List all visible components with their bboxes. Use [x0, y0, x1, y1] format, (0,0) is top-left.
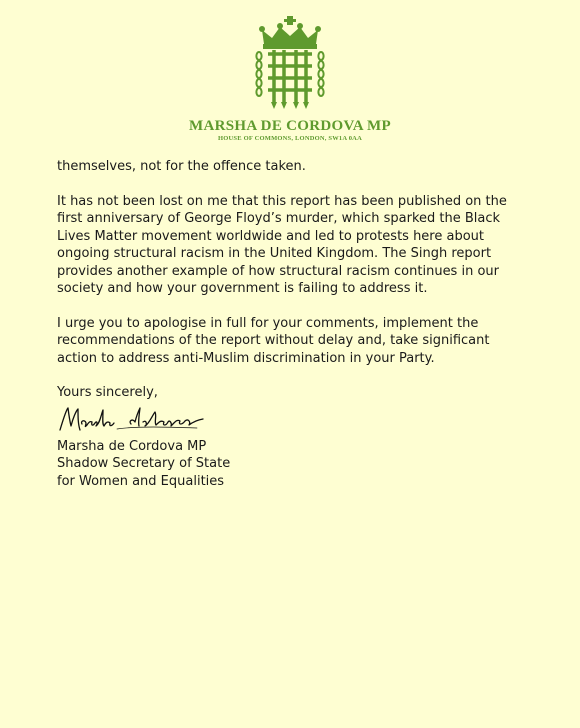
letter-body	[57, 158, 527, 490]
paragraph-george-floyd: It has not been lost on me that this report has been published on the first anniversary of George Floyd’s murder, which sparked the Black Lives Matter movement worldwide and led to protests here about ongoing structural racism in the United Kingdom. The Singh report provides another example of how structural racism continues in our society and how your government is failing to address it.	[57, 193, 507, 296]
signoff-block	[57, 438, 527, 491]
signoff-title: Shadow Secretary of State	[57, 456, 231, 471]
closing-salutation: Yours sincerely,	[57, 385, 158, 400]
signoff-portfolio: for Women and Equalities	[57, 473, 225, 489]
mp-address: HOUSE OF COMMONS, LONDON, SW1A 0AA	[218, 135, 362, 142]
paragraph-request: I urge you to apologise in full for your comments, implement the recommendations of the report without delay and, take significant action to address anti-Muslim discrimination in your Party.	[57, 315, 490, 366]
letterhead	[0, 14, 580, 143]
signoff-name: Marsha de Cordova MP	[57, 438, 207, 454]
mp-name-heading: MARSHA DE CORDOVA MP	[189, 118, 391, 134]
handwritten-signature	[57, 402, 207, 436]
paragraph-continuation: themselves, not for the offence taken.	[57, 159, 306, 174]
portcullis-icon	[250, 14, 330, 114]
